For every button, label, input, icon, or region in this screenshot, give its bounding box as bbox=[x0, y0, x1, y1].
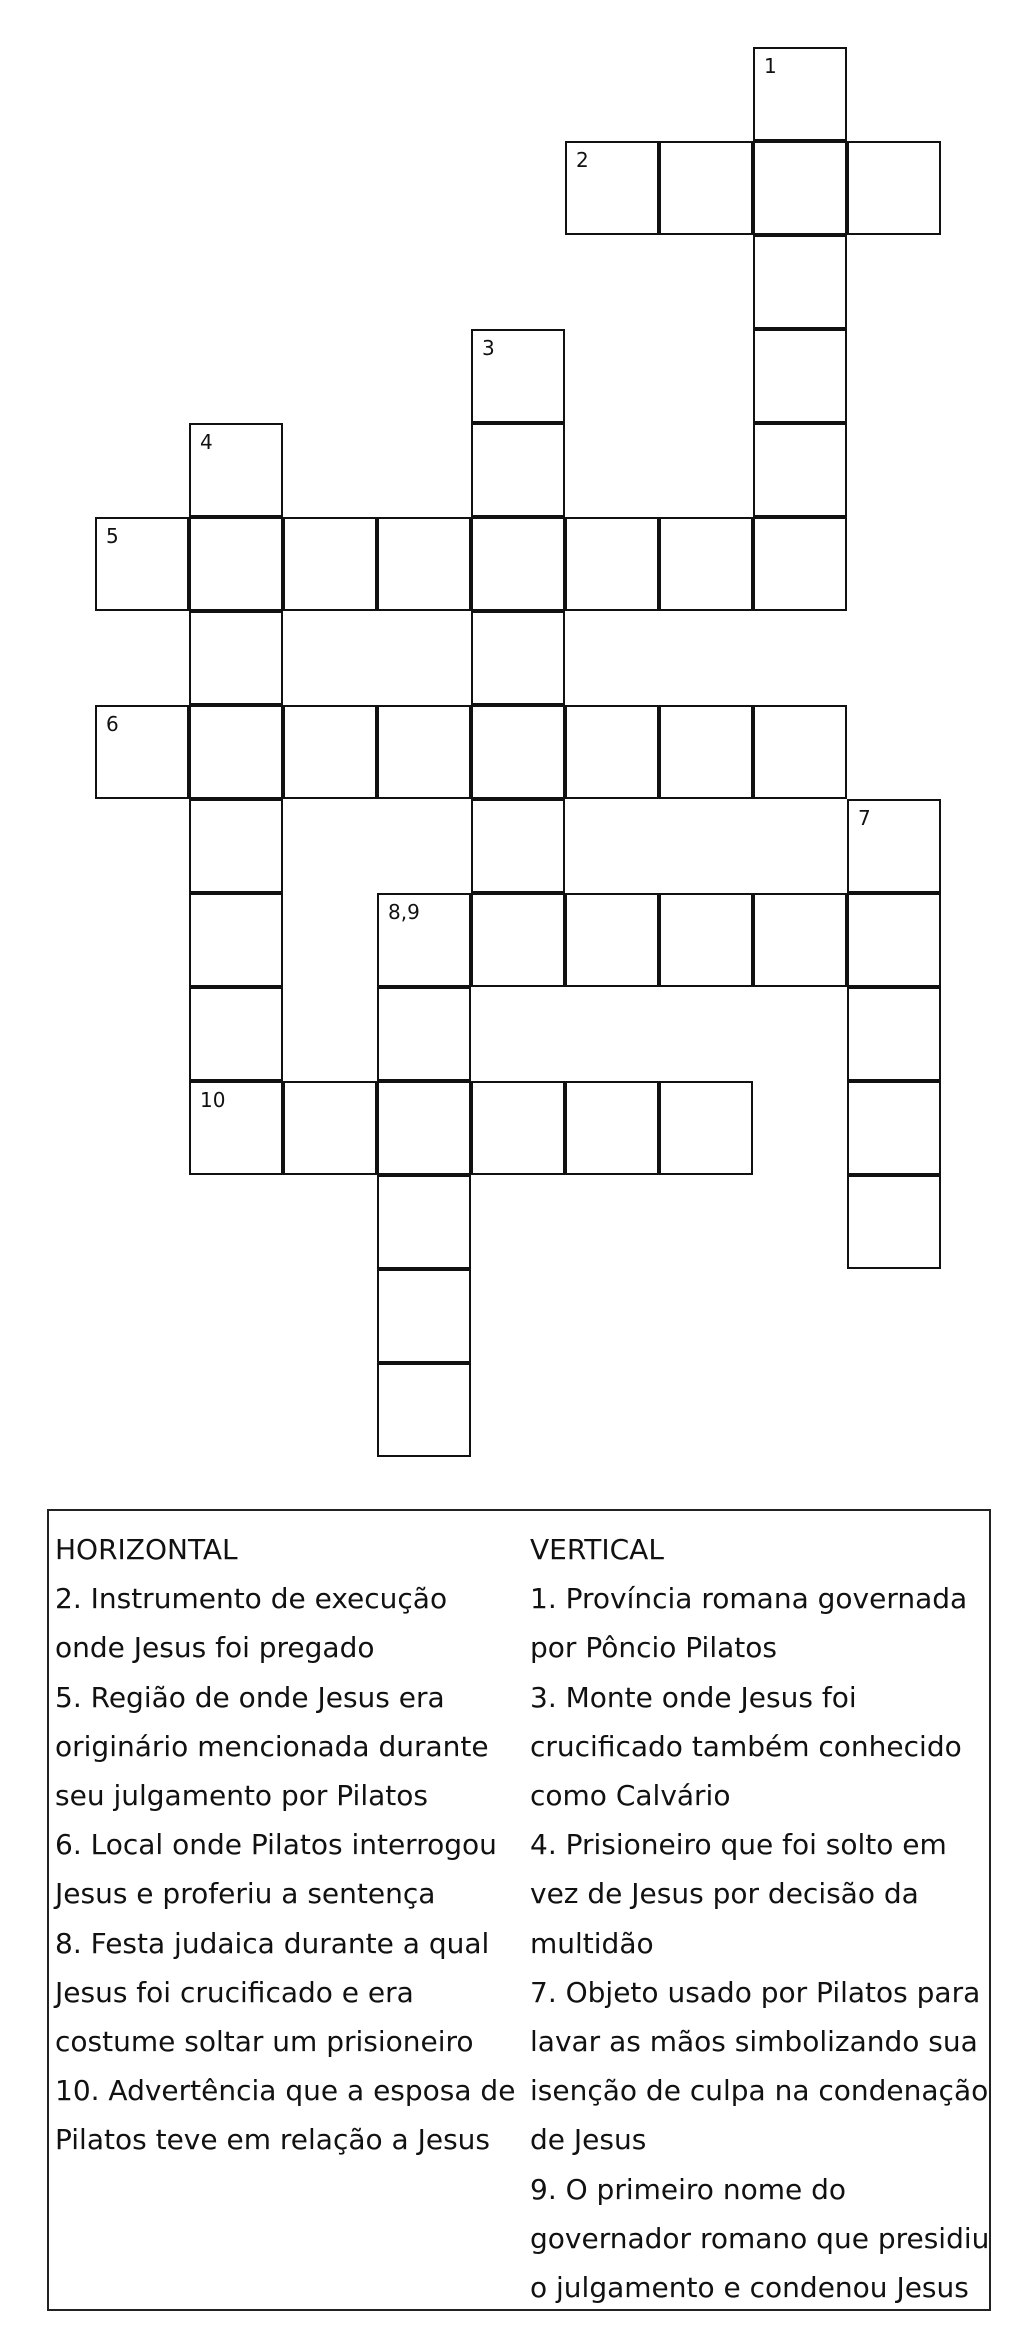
crossword-cell[interactable] bbox=[471, 517, 565, 611]
crossword-cell[interactable] bbox=[847, 987, 941, 1081]
crossword-cell[interactable] bbox=[95, 517, 189, 611]
crossword-cell[interactable] bbox=[283, 517, 377, 611]
crossword-cell[interactable] bbox=[283, 705, 377, 799]
crossword-cell[interactable] bbox=[471, 893, 565, 987]
clue-number: 3 bbox=[482, 336, 495, 360]
crossword-cell[interactable] bbox=[753, 517, 847, 611]
horizontal-clues bbox=[55, 1525, 525, 2165]
vertical-heading: VERTICAL bbox=[530, 1533, 664, 1566]
crossword-cell[interactable] bbox=[189, 893, 283, 987]
horizontal-clue-5: 5. Região de onde Jesus era originário mencionada durante seu julgamento por Pilatos bbox=[55, 1680, 489, 1813]
horizontal-clue-2: 2. Instrumento de execução onde Jesus foi pregado bbox=[55, 1582, 448, 1665]
vertical-clues bbox=[530, 1525, 990, 2312]
horizontal-clue-10: 10. Advertência que a esposa de Pilatos teve em relação a Jesus bbox=[55, 2074, 516, 2157]
crossword-cell[interactable] bbox=[847, 141, 941, 235]
clue-number: 8,9 bbox=[388, 900, 420, 924]
clue-number: 1 bbox=[764, 54, 777, 78]
vertical-clue-1: 1. Província romana governada por Pôncio Pilatos bbox=[530, 1582, 968, 1665]
crossword-cell[interactable] bbox=[565, 141, 659, 235]
crossword-cell[interactable] bbox=[95, 705, 189, 799]
clue-number: 7 bbox=[858, 806, 871, 830]
crossword-cell[interactable] bbox=[659, 517, 753, 611]
crossword-cell[interactable] bbox=[471, 1081, 565, 1175]
clue-number: 10 bbox=[200, 1088, 226, 1112]
crossword-cell[interactable] bbox=[377, 987, 471, 1081]
crossword-cell[interactable] bbox=[189, 423, 283, 517]
crossword-cell[interactable] bbox=[377, 1363, 471, 1457]
vertical-clue-4: 4. Prisioneiro que foi solto em vez de Jesus por decisão da multidão bbox=[530, 1828, 947, 1960]
crossword-cell[interactable] bbox=[659, 893, 753, 987]
crossword-cell[interactable] bbox=[847, 799, 941, 893]
vertical-clue-3: 3. Monte onde Jesus foi crucificado também conhecido como Calvário bbox=[530, 1680, 962, 1813]
crossword-cell[interactable] bbox=[189, 799, 283, 893]
crossword-cell[interactable] bbox=[753, 893, 847, 987]
crossword-cell[interactable] bbox=[471, 423, 565, 517]
crossword-cell[interactable] bbox=[377, 517, 471, 611]
crossword-cell[interactable] bbox=[753, 235, 847, 329]
clues-box bbox=[47, 1509, 991, 2311]
crossword-cell[interactable] bbox=[189, 705, 283, 799]
clue-number: 6 bbox=[106, 712, 119, 736]
crossword-cell[interactable] bbox=[565, 1081, 659, 1175]
crossword-cell[interactable] bbox=[377, 1081, 471, 1175]
crossword-cell[interactable] bbox=[377, 1175, 471, 1269]
crossword-cell[interactable] bbox=[753, 705, 847, 799]
horizontal-clue-6: 6. Local onde Pilatos interrogou Jesus e proferiu a sentença bbox=[55, 1828, 497, 1911]
clue-number: 2 bbox=[576, 148, 589, 172]
crossword-cell[interactable] bbox=[471, 799, 565, 893]
crossword-cell[interactable] bbox=[847, 1175, 941, 1269]
crossword-cell[interactable] bbox=[377, 893, 471, 987]
crossword-cell[interactable] bbox=[753, 47, 847, 141]
crossword-cell[interactable] bbox=[283, 1081, 377, 1175]
crossword-cell[interactable] bbox=[659, 141, 753, 235]
crossword-cell[interactable] bbox=[189, 517, 283, 611]
crossword-cell[interactable] bbox=[565, 893, 659, 987]
crossword-cell[interactable] bbox=[753, 423, 847, 517]
horizontal-clue-8: 8. Festa judaica durante a qual Jesus foi crucificado e era costume soltar um prisioneiro bbox=[55, 1926, 490, 2059]
crossword-cell[interactable] bbox=[189, 611, 283, 705]
crossword-cell[interactable] bbox=[471, 329, 565, 423]
crossword-cell[interactable] bbox=[659, 705, 753, 799]
clue-number: 5 bbox=[106, 524, 119, 548]
crossword-cell[interactable] bbox=[847, 893, 941, 987]
crossword-cell[interactable] bbox=[659, 1081, 753, 1175]
crossword-cell[interactable] bbox=[471, 611, 565, 705]
crossword-cell[interactable] bbox=[471, 705, 565, 799]
vertical-clue-7: 7. Objeto usado por Pilatos para lavar as mãos simbolizando sua isenção de culpa na condenação de Jesus bbox=[530, 1975, 989, 2157]
crossword-cell[interactable] bbox=[565, 517, 659, 611]
crossword-cell[interactable] bbox=[377, 1269, 471, 1363]
crossword-cell[interactable] bbox=[847, 1081, 941, 1175]
crossword-cell[interactable] bbox=[189, 1081, 283, 1175]
horizontal-heading: HORIZONTAL bbox=[55, 1533, 238, 1566]
crossword-cell[interactable] bbox=[565, 705, 659, 799]
crossword-cell[interactable] bbox=[753, 329, 847, 423]
crossword-cell[interactable] bbox=[753, 141, 847, 235]
clue-number: 4 bbox=[200, 430, 213, 454]
crossword-cell[interactable] bbox=[377, 705, 471, 799]
crossword-cell[interactable] bbox=[189, 987, 283, 1081]
vertical-clue-9: 9. O primeiro nome do governador romano que presidiu o julgamento e condenou Jesus bbox=[530, 2172, 990, 2305]
